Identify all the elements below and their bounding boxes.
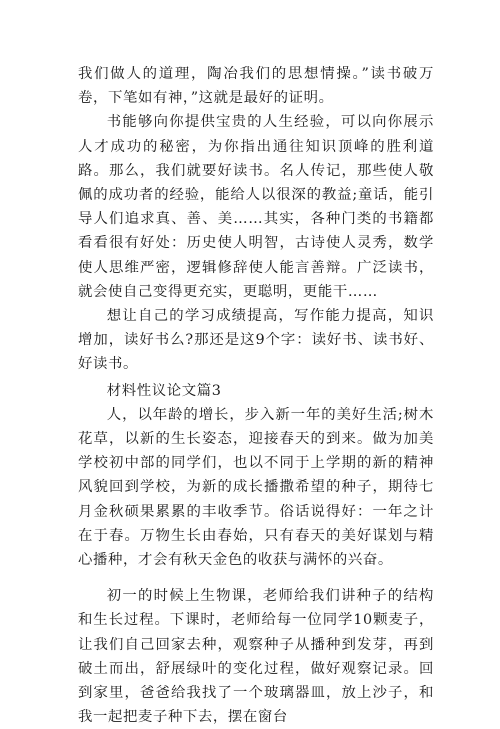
document-body	[78, 62, 434, 729]
paragraph: 书能够向你提供宝贵的人生经验，可以向你展示人才成功的秘密，为你指出通往知识顶峰的胜利道路。那么，我们就要好读书。名人传记，那些使人敬佩的成功者的经验，能给人以很深的教益;童话，能引导人们追求真、善、美……其实，各种门类的书籍都看看很有好处：历史使人明智，古诗使人灵秀，数学使人思维严密，逻辑修辞使人能言善辩。广泛读书，就会使自己变得更充实，更聪明，更能干……	[78, 114, 434, 300]
paragraph: 想让自己的学习成绩提高，写作能力提高，知识增加，读好书么?那还是这9个字：读好书、读书好、好读书。	[78, 308, 434, 373]
paragraph: 初一的时候上生物课，老师给我们讲种子的结构和生长过程。下课时，老师给每一位同学10颗麦子，让我们自己回家去种，观察种子从播种到发芽，再到破土而出，舒展绿叶的变化过程，做好观察记录。回到家里，爸爸给我找了一个玻璃器皿，放上沙子，和我一起把麦子种下去，摆在窗台	[78, 588, 434, 726]
paragraph: 人，以年龄的增长，步入新一年的美好生活;树木花草，以新的生长姿态，迎接春天的到来。做为加美学校初中部的同学们，也以不同于上学期的新的精神风貌回到学校，为新的成长播撒希望的种子，期待七月金秋硕果累累的丰收季节。俗话说得好：一年之计在于春。万物生长由春始，只有春天的美好谋划与精心播种，才会有秋天金色的收获与满怀的兴奋。	[78, 406, 434, 569]
section-title: 材料性议论文篇3	[106, 382, 222, 399]
paragraph: 我们做人的道理，陶冶我们的思想情操。”读书破万卷，下笔如有神，”这就是最好的证明。	[78, 66, 434, 107]
